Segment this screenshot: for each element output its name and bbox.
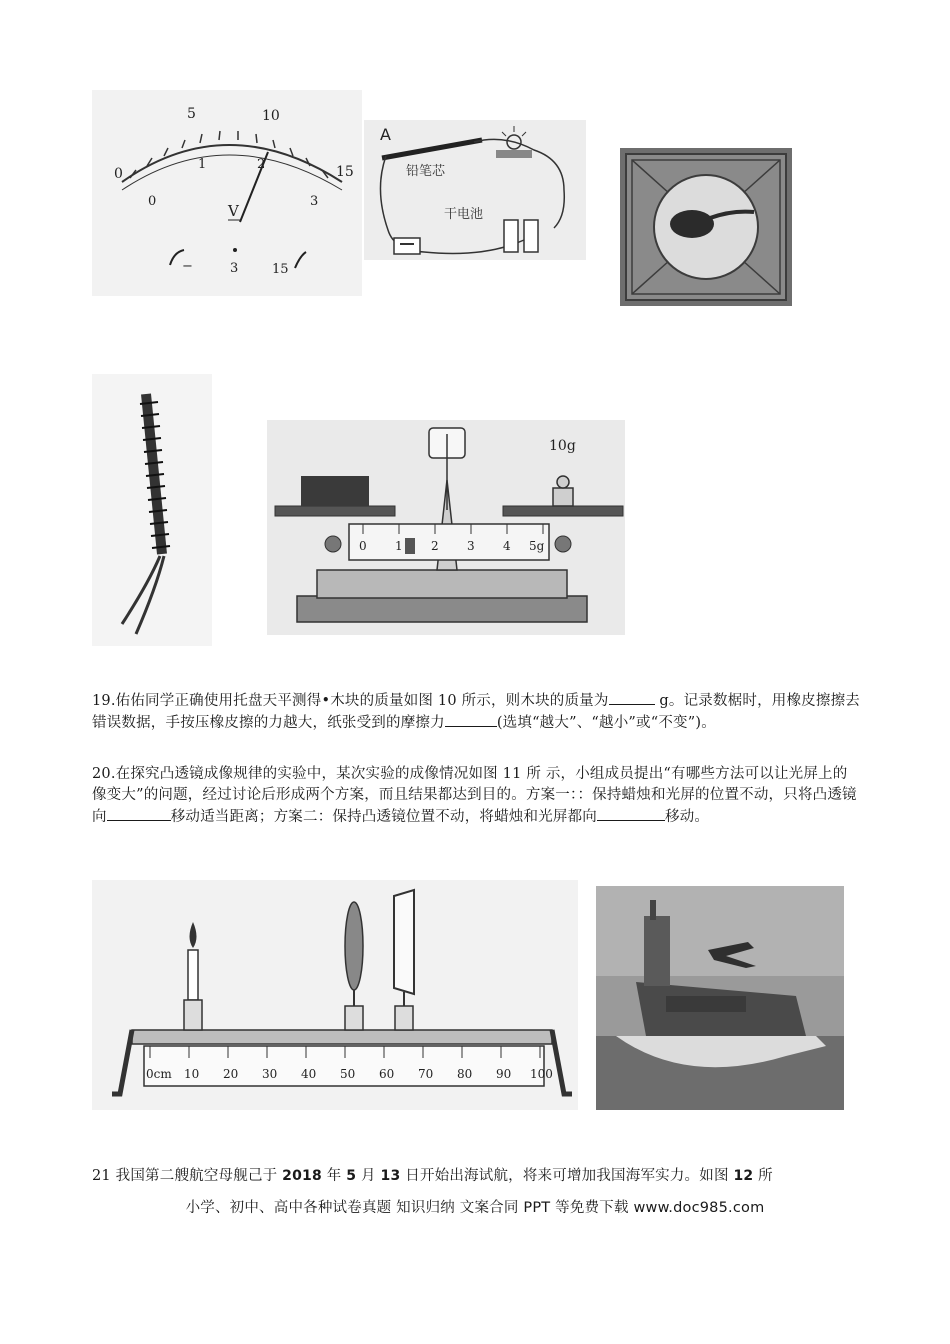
bench-tick-40: 40 — [301, 1067, 317, 1081]
spoon-bowl — [670, 210, 714, 238]
bench-tick-100: 100 — [530, 1067, 553, 1081]
bench-tick-80: 80 — [457, 1067, 473, 1081]
q19-part3: (选填“越大”、“越小”或“不变”)。 — [496, 715, 716, 731]
voltmeter-terminal-3: 3 — [230, 261, 239, 276]
q20-part2: 移动适当距离；方案二：保持凸透镜位置不动，将蜡烛和光屏都向 — [170, 809, 598, 825]
bench-tick-0: 0cm — [146, 1067, 172, 1081]
rider — [405, 538, 415, 554]
q21-mid3: 日开始出海试航，将来可增加我国海军实力。如图 — [400, 1168, 734, 1184]
q21-year: 2018 — [282, 1168, 322, 1184]
weight-label: 10g — [549, 438, 576, 454]
q20-blank-2[interactable] — [597, 806, 665, 821]
spring-figure — [92, 374, 212, 646]
q20-part1: 20.在探究凸透镜成像规律的实验中，某次实验的成像情况如图 11 所 示，小组成员提出“有哪些方法可以让光屏上的像变大”的问题，经过讨论后形成两个方案，而且结果都达到目的。方案一：：保持蜡烛和光屏的位置不动，只将凸透镜向 — [92, 766, 857, 825]
voltmeter-figure — [92, 90, 362, 296]
wood-block — [301, 476, 369, 506]
page-footer: 小学、初中、高中各种试卷真题 知识归纳 文案合同 PPT 等免费下载 www.doc985.com — [185, 1200, 765, 1216]
light-screen-icon — [394, 890, 414, 1030]
bench-tick-90: 90 — [496, 1067, 512, 1081]
q20-blank-1[interactable] — [107, 806, 171, 821]
optical-bench-figure — [92, 880, 578, 1110]
bench-tick-60: 60 — [379, 1067, 395, 1081]
switch-icon — [394, 238, 420, 254]
convex-lens-icon — [345, 902, 363, 1030]
q19-part1: 19.佑佑同学正确使用托盘天平测得•木块的质量如图 10 所示，则木块的质量为 — [92, 693, 609, 709]
label-pencil: 铅笔芯 — [406, 164, 446, 179]
bench-tick-30: 30 — [262, 1067, 278, 1081]
voltmeter-scale-top-0: 0 — [114, 166, 123, 182]
q21-day: 13 — [380, 1168, 401, 1184]
q21-mid2: 月 — [356, 1168, 381, 1184]
q21-prefix: 21 我国第二艘航空母舰己于 — [92, 1168, 283, 1184]
balance-tick-1: 1 — [395, 539, 403, 553]
balance-tick-2: 2 — [431, 539, 439, 553]
question-20 — [92, 764, 860, 828]
balance-tick-0: 0 — [359, 539, 367, 553]
balance-beam-scale — [349, 524, 549, 560]
q21-suffix: 所 — [753, 1168, 773, 1184]
balance-tick-5: 5g — [529, 539, 545, 553]
voltmeter-scale-bottom-2: 2 — [257, 157, 266, 172]
balance-tick-3: 3 — [467, 539, 475, 553]
q21-mid1: 年 — [321, 1168, 347, 1184]
voltmeter-scale-bottom-1: 1 — [198, 157, 207, 172]
q19-blank-2[interactable] — [445, 712, 497, 727]
q19-part2: g。记录数椐时，用橡皮擦擦去错误数据，手按压橡皮擦的力越大，纸张受到的摩擦力 — [92, 693, 860, 731]
balance-tick-4: 4 — [503, 539, 511, 553]
bench-tick-50: 50 — [340, 1067, 356, 1081]
compass-spoon-figure — [620, 148, 792, 306]
bench-tick-10: 10 — [184, 1067, 200, 1081]
weight-10g — [553, 488, 573, 506]
voltmeter-scale-top-2: 10 — [262, 108, 280, 124]
voltmeter-scale-bottom-3: 3 — [310, 194, 319, 209]
question-19 — [92, 690, 860, 734]
aircraft-carrier-figure — [596, 886, 844, 1110]
voltmeter-scale-top-3: 15 — [336, 164, 354, 180]
voltmeter-unit: V — [228, 202, 239, 220]
voltmeter-terminal-neg: − — [182, 259, 193, 274]
bench-tick-20: 20 — [223, 1067, 239, 1081]
voltmeter-terminal-15: 15 — [272, 262, 289, 277]
q21-month: 5 — [346, 1168, 357, 1184]
bench-tick-70: 70 — [418, 1067, 434, 1081]
balance-figure — [267, 420, 625, 635]
q19-blank-1[interactable] — [609, 690, 655, 705]
voltmeter-scale-top-1: 5 — [187, 106, 196, 122]
q21-fig: 12 — [733, 1168, 754, 1184]
q20-part3: 移动。 — [665, 809, 710, 825]
carrier-island — [644, 916, 670, 986]
circuit-figure — [364, 120, 586, 260]
label-battery: 干电池 — [444, 207, 484, 222]
label-a: A — [380, 125, 391, 144]
question-21 — [92, 1164, 773, 1185]
voltmeter-scale-bottom-0: 0 — [148, 194, 157, 209]
